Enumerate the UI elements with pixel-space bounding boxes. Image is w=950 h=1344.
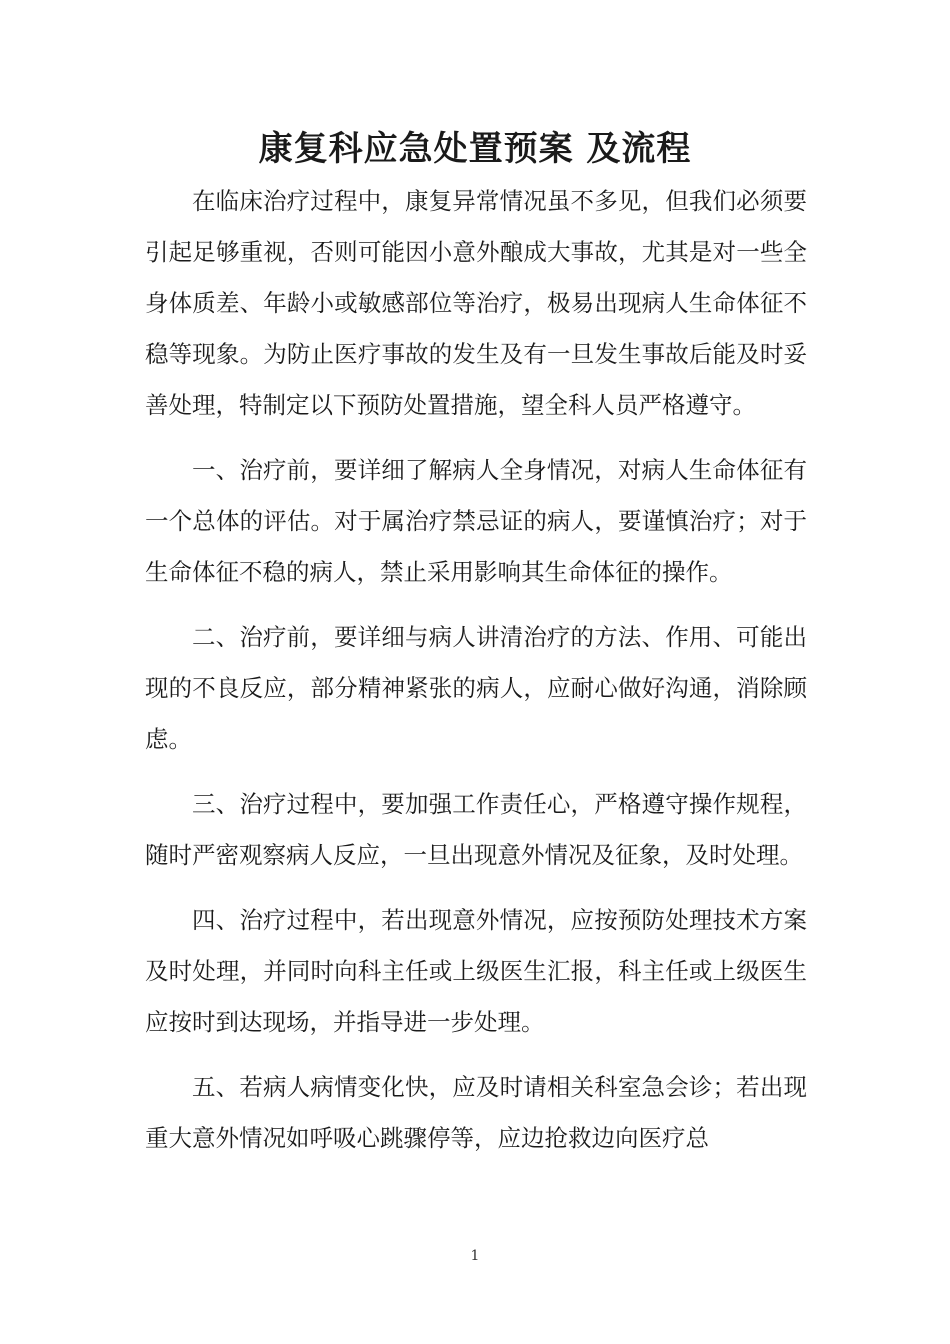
item-two-paragraph: 二、治疗前，要详细与病人讲清治疗的方法、作用、可能出现的不良反应，部分精神紧张的病人，应耐心做好沟通，消除顾虑。	[145, 623, 807, 753]
document-title: 康复科应急处置预案 及流程	[258, 129, 692, 169]
item-five-paragraph: 五、若病人病情变化快，应及时请相关科室急会诊；若出现重大意外情况如呼吸心跳骤停等，应边抢救边向医疗总	[145, 1073, 807, 1152]
item-one-paragraph: 一、治疗前，要详细了解病人全身情况，对病人生命体征有一个总体的评估。对于属治疗禁忌证的病人，要谨慎治疗；对于生命体征不稳的病人，禁止采用影响其生命体征的操作。	[145, 456, 807, 586]
page-number: 1	[470, 1248, 480, 1264]
intro-paragraph: 在临床治疗过程中，康复异常情况虽不多见，但我们必须要引起足够重视，否则可能因小意外酿成大事故，尤其是对一些全身体质差、年龄小或敏感部位等治疗，极易出现病人生命体征不稳等现象。为防止医疗事故的发生及有一旦发生事故后能及时妥善处理，特制定以下预防处置措施，望全科人员严格遵守。	[145, 187, 807, 419]
item-three-paragraph: 三、治疗过程中，要加强工作责任心，严格遵守操作规程，随时严密观察病人反应，一旦出现意外情况及征象，及时处理。	[145, 790, 807, 869]
item-four-paragraph: 四、治疗过程中，若出现意外情况，应按预防处理技术方案及时处理，并同时向科主任或上级医生汇报，科主任或上级医生应按时到达现场，并指导进一步处理。	[145, 906, 807, 1036]
document-body	[145, 176, 807, 1178]
